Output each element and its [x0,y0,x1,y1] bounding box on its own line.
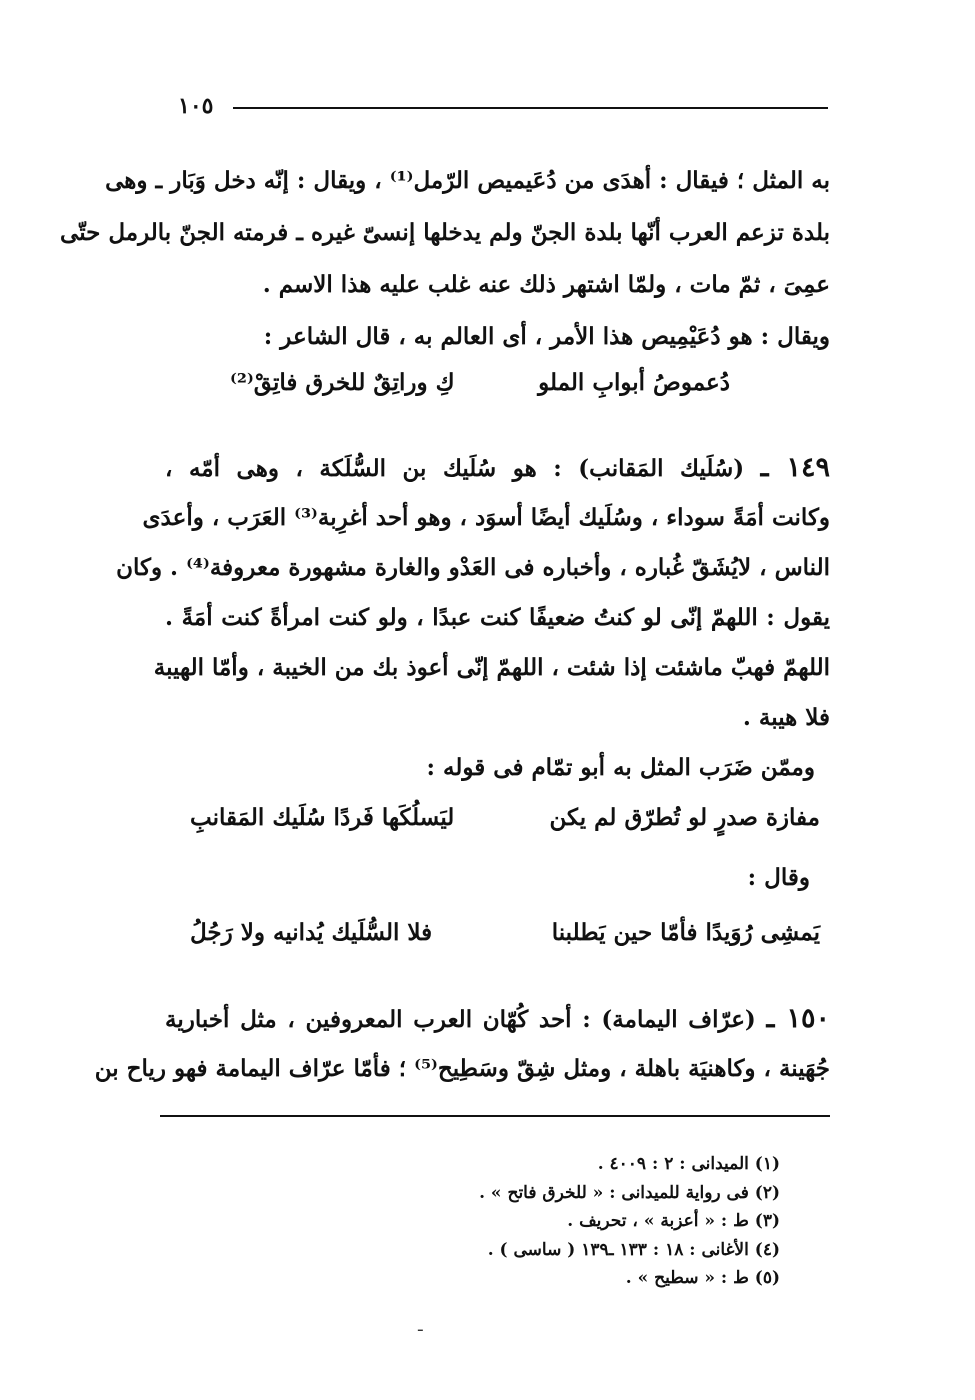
text-line: ويقال : هو دُعَيْمِيص هذا الأمر ، أى العالم به ، قال الشاعر : [263,323,830,350]
text-line: فلا هيبة . [742,704,830,731]
verse-second-hemistich: ليَسلُكَها فَردًا سُلَيك المَقانبِ [190,804,455,831]
header-rule [233,107,828,109]
text-line: بلدة تزعم العرب أنّها بلدة الجنّ ولم يدخلها إنسىّ غيره ـ فرمته الجنّ بالرمل حتّى [60,219,830,246]
entry-number: ١٥٠ ـ [766,1003,830,1034]
verse-line [190,910,820,955]
footnote-rule [160,1115,830,1117]
text-line: الناس ، لايُشَقّ غُباره ، وأخباره فى العَدْو والغارة مشهورة معروفة⁽⁴⁾ . وكان [116,554,830,581]
verse-second-hemistich: فلا السُّلَيك يُدانيه ولا رَجُلُ [190,919,433,946]
verse-first-hemistich: دُعموصُ أبوابِ الملو [538,369,730,396]
page-header [178,92,828,120]
text-line: وكانت أمَةً سوداء ، وسُلَيك أيضًا أسوَد ، وهو أحد أغرِبة⁽³⁾ العَرَب ، وأعدَى [142,504,830,531]
footnote-2: (٢) فى رواية للميدانى : « للخرق فاتح » . [479,1182,780,1203]
text-line: اللهمّ فهبّ ماشئت إذا شئت ، اللهمّ إنّى أعوذ بك من الخيبة ، وأمّا الهيبة [153,654,830,681]
verse-line [230,360,730,405]
text-line: جُهَينة ، وكاهنيَة باهلة ، ومثل شِقّ وسَطِيح⁽⁵⁾ ؛ فأمّا عرّاف اليمامة فهو رياح بن [94,1055,830,1082]
text-line: وممّن ضَرَب المثل به أبو تمّام فى قوله : [426,754,815,781]
footnotes [280,1150,780,1293]
verse-second-hemistich: كِ وراتِقٌ للخرق فاتِقْ⁽²⁾ [230,369,455,396]
text-line: وقال : [747,864,810,891]
text-line: عمِىَ ، ثمّ مات ، ولمّا اشتهر ذلك عنه غلب عليه هذا الاسم . [262,271,830,298]
text-line: به المثل ؛ فيقال : أهدَى من دُعَيميص الرّمل⁽¹⁾ ، ويقال : إنّه دخل وَبَار ـ وهى [105,167,830,194]
entry-headword-line: (سُلَيك المَقانب) : هو سُلَيك بن السُّلَكة ، وهى أمّه ، [165,455,745,482]
verse-first-hemistich: مفازة صدرٍ لو تُطرّق لم يكن [549,804,820,831]
footnote-4: (٤) الأغانى : ١٨ : ١٣٣ ـ١٣٩ ( ساسى ) . [487,1239,780,1260]
verse-first-hemistich: يَمشِى رُوَيدًا فأمّا حين يَطلبنا [551,919,820,946]
entry-first-line [165,996,830,1041]
text-line: يقول : اللهمّ إنّى لو كنتُ ضعيفًا كنت عبدًا ، ولو كنت امرأةً كنت أمَةً . [165,604,830,631]
footnote-3: (٣) ط : « أعزبة » ، تحريف . [567,1211,780,1231]
page-number: ١٠٥ [178,93,214,119]
entry-number: ١٤٩ ـ [760,452,831,483]
footnote-5: (٥) ط : « سطيح » . [625,1268,780,1288]
entry-headword-line: (عرّاف اليمامة) : أحد كُهّان العرب المعروفين ، مثل أخبارية [165,1006,756,1033]
bottom-mark: ـ [418,1316,423,1335]
entry-first-line [165,445,830,490]
footnote-1: (١) الميدانى : ٢ : ٤٠٠٩ . [597,1154,780,1174]
verse-line [190,795,820,840]
